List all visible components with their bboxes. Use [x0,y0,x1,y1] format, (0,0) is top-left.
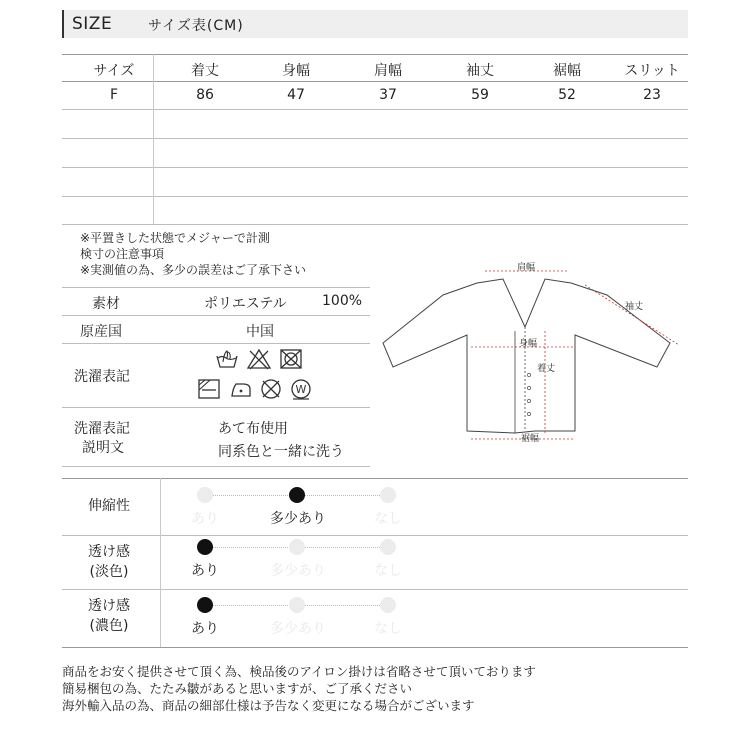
section-title: SIZE [72,14,113,34]
rating-option-stretch-yes: あり [191,511,219,527]
size-cell-hem: 52 [558,87,576,103]
garment-diagram [375,255,690,450]
rating-dot-sheer-dark-yes [197,597,213,613]
rating-option-sheer-light-some: 多少あり [270,563,326,579]
wash-desc-1: あて布使用 [218,421,288,437]
rating-label-sheer-light-sub: (淡色) [89,564,129,580]
rating-label-stretch: 伸縮性 [88,498,130,514]
rating-dot-stretch-some [289,487,305,503]
diagram-label-hem: 裾幅 [521,434,540,444]
origin-value: 中国 [246,324,274,340]
rating-label-sheer-light: 透け感 [88,544,130,560]
rating-option-sheer-light-yes: あり [191,563,219,579]
low-iron-icon [228,378,254,400]
size-cell-slit: 23 [643,87,661,103]
rating-option-stretch-no: なし [374,511,402,527]
size-header-chest: 身幅 [282,63,310,79]
size-header-shoulder: 肩幅 [374,63,402,79]
footer-note-packaging: 簡易梱包の為、たたみ皺があると思いますが、ご了承ください [62,681,413,696]
hand-wash-icon [214,348,240,370]
svg-text:W: W [295,383,307,396]
no-tumble-dry-icon [278,348,304,370]
material-percent: 100% [322,293,363,309]
rating-option-sheer-dark-no: なし [374,621,402,637]
rating-dot-sheer-dark-some [289,597,305,613]
note-measure: ※平置きした状態でメジャーで計測 [80,231,270,245]
section-subtitle: サイズ表(CM) [148,18,244,34]
wash-label: 洗濯表記 [74,369,130,385]
note-heading: 検寸の注意事項 [80,247,165,261]
no-bleach-icon [246,348,272,370]
size-header-sleeve: 袖丈 [466,63,494,79]
rating-label-sheer-dark-sub: (濃色) [89,618,129,634]
diagram-label-chest: 身幅 [519,339,538,349]
size-cell-chest: 47 [287,87,305,103]
diagram-label-shoulder: 肩幅 [517,263,536,273]
footer-note-ironing: 商品をお安く提供させて頂く為、検品後のアイロン掛けは省略させて頂いております [62,664,536,679]
wash-desc-label-1: 洗濯表記 [74,421,130,437]
rating-dot-stretch-no [380,487,396,503]
note-tolerance: ※実測値の為、多少の誤差はご了承下さい [80,263,307,277]
size-cell-sleeve: 59 [471,87,489,103]
rating-option-stretch-some: 多少あり [270,511,326,527]
rating-dot-stretch-yes [197,487,213,503]
no-dry-clean-icon [258,378,284,400]
diagram-label-length: 着丈 [537,364,556,374]
diagram-label-sleeve: 袖丈 [625,302,644,312]
material-label: 素材 [92,296,120,312]
rating-option-sheer-light-no: なし [374,563,402,579]
size-header-hem: 裾幅 [553,63,581,79]
wash-desc-label-2: 説明文 [82,440,124,456]
size-cell-size: F [109,87,119,103]
material-value: ポリエステル [204,296,287,312]
rating-dot-sheer-light-some [289,539,305,555]
rating-dot-sheer-light-yes [197,539,213,555]
size-cell-length: 86 [196,87,214,103]
line-dry-shade-icon [196,378,222,400]
rating-option-sheer-dark-some: 多少あり [270,621,326,637]
rating-dot-sheer-dark-no [380,597,396,613]
footer-note-specs: 海外輸入品の為、商品の細部仕様は予告なく変更になる場合がございます [62,698,475,713]
size-header-length: 着丈 [191,63,219,79]
size-header-slit: スリット [624,63,680,79]
origin-label: 原産国 [80,324,122,340]
rating-dot-sheer-light-no [380,539,396,555]
rating-option-sheer-dark-yes: あり [191,621,219,637]
wet-clean-icon [288,378,314,400]
rating-label-sheer-dark: 透け感 [88,598,130,614]
size-cell-shoulder: 37 [379,87,397,103]
wash-desc-2: 同系色と一緒に洗う [218,444,344,460]
size-header-size: サイズ [93,63,135,79]
